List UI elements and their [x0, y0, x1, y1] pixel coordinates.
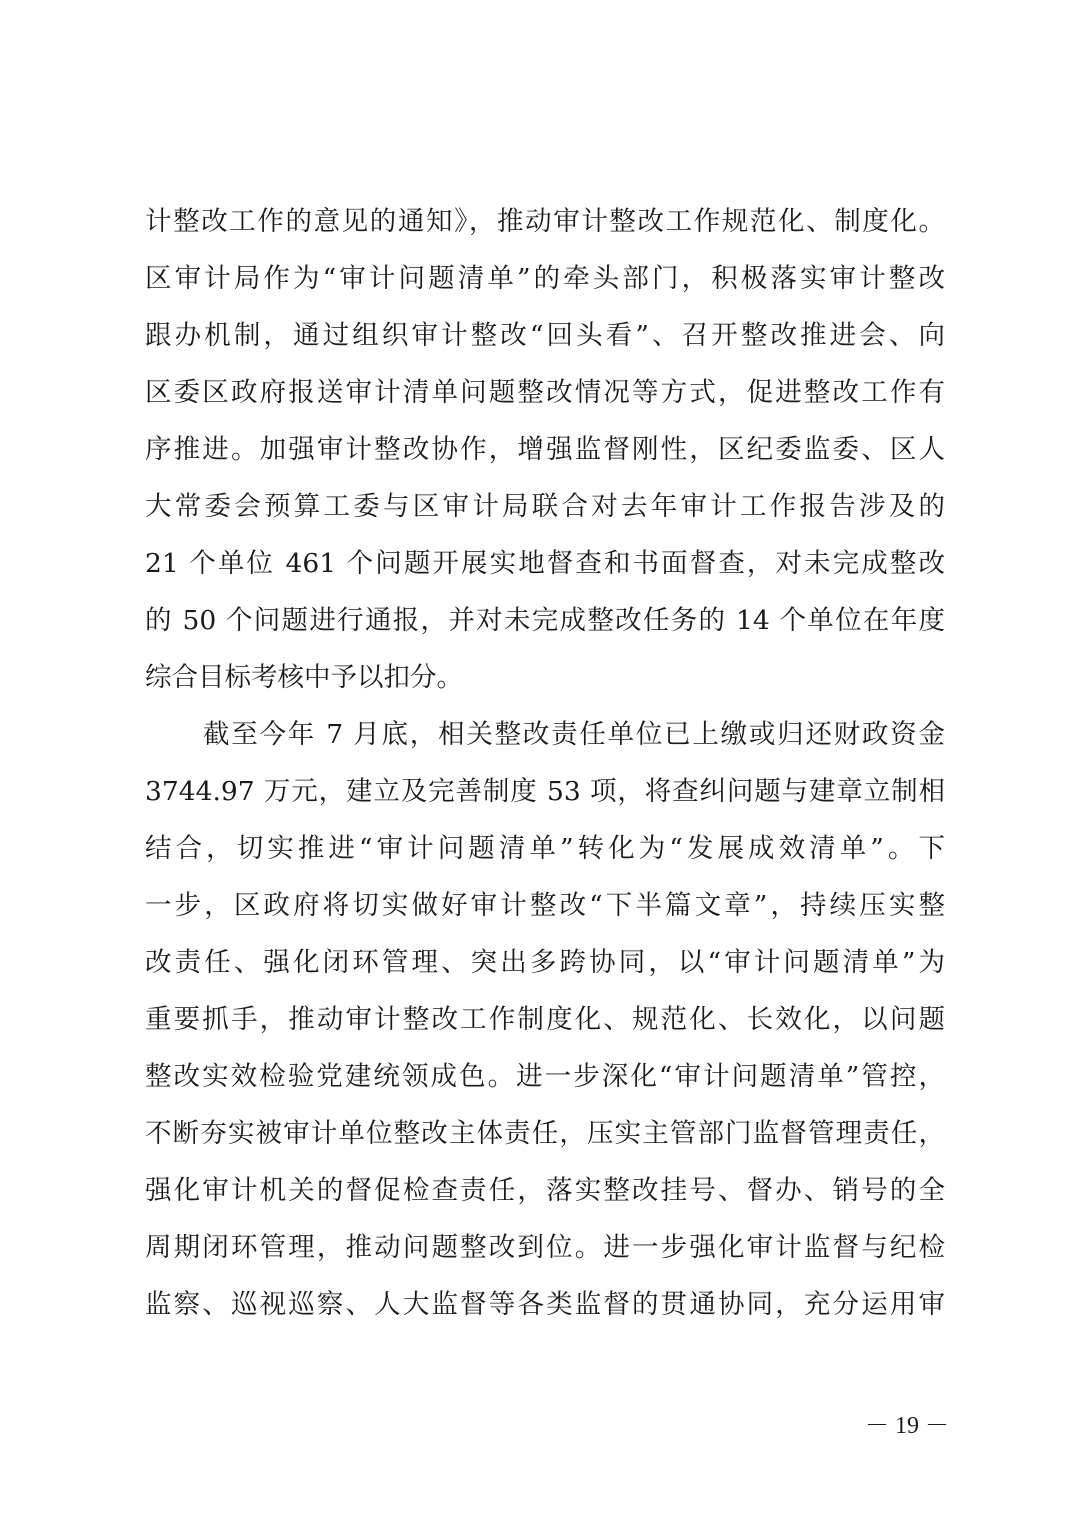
text-line: 一步，区政府将切实做好审计整改“下半篇文章”，持续压实整 — [145, 890, 945, 921]
text-line: 3744.97 万元，建立及完善制度 53 项，将查纠问题与建章立制相 — [145, 776, 945, 807]
text-line: 计整改工作的意见的通知》，推动审计整改工作规范化、制度化。 — [145, 206, 945, 237]
paragraph-2 — [145, 706, 945, 1333]
text-line: 改责任、强化闭环管理、突出多跨协同，以“审计问题清单”为 — [145, 947, 945, 978]
text-line: 周期闭环管理，推动问题整改到位。进一步强化审计监督与纪检 — [145, 1232, 945, 1263]
text-line: 结合，切实推进“审计问题清单”转化为“发展成效清单”。下 — [145, 833, 945, 864]
document-body — [145, 193, 945, 1333]
text-line: 的 50 个问题进行通报，并对未完成整改任务的 14 个单位在年度 — [145, 605, 945, 636]
text-line: 重要抓手，推动审计整改工作制度化、规范化、长效化，以问题 — [145, 1004, 945, 1035]
text-line: 区审计局作为“审计问题清单”的牵头部门，积极落实审计整改 — [145, 263, 945, 294]
text-line: 整改实效检验党建统领成色。进一步深化“审计问题清单”管控， — [145, 1061, 945, 1092]
text-line: 综合目标考核中予以扣分。 — [145, 662, 463, 693]
page-number: － 19 － — [865, 1413, 949, 1439]
text-line: 区委区政府报送审计清单问题整改情况等方式，促进整改工作有 — [145, 377, 945, 408]
text-line: 不断夯实被审计单位整改主体责任，压实主管部门监督管理责任， — [145, 1118, 945, 1149]
text-line: 序推进。加强审计整改协作，增强监督刚性，区纪委监委、区人 — [145, 434, 945, 465]
text-line: 21 个单位 461 个问题开展实地督查和书面督查，对未完成整改 — [145, 548, 945, 579]
text-line: 监察、巡视巡察、人大监督等各类监督的贯通协同，充分运用审 — [145, 1289, 945, 1320]
text-line: 跟办机制，通过组织审计整改“回头看”、召开整改推进会、向 — [145, 320, 945, 351]
text-line: 截至今年 7 月底，相关整改责任单位已上缴或归还财政资金 — [203, 719, 945, 750]
paragraph-1 — [145, 193, 945, 706]
text-line: 大常委会预算工委与区审计局联合对去年审计工作报告涉及的 — [145, 491, 945, 522]
text-line: 强化审计机关的督促检查责任，落实整改挂号、督办、销号的全 — [145, 1175, 945, 1206]
